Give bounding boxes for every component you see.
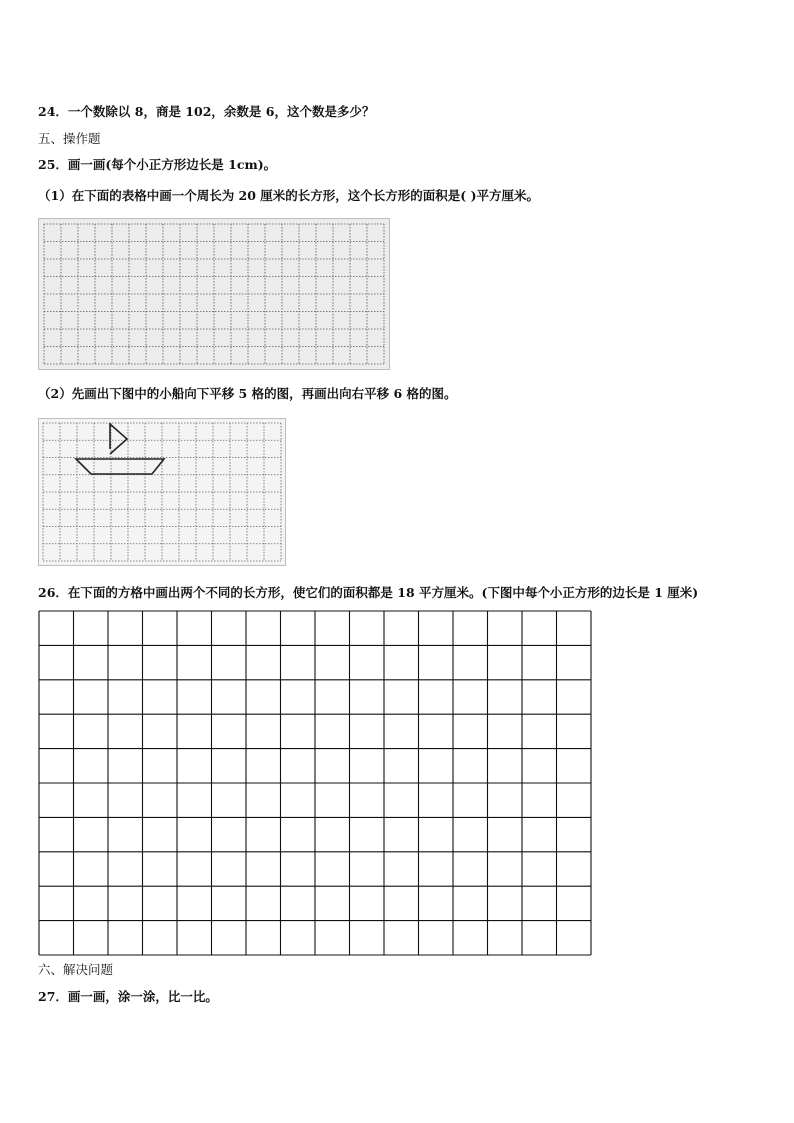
question-26: 26．在下面的方格中画出两个不同的长方形，使它们的面积都是 18 平方厘米。(下图中每个小正方形的边长是 1 厘米) (38, 585, 699, 600)
grid-26[interactable] (38, 610, 592, 956)
section-6-title: 六、解决问题 (38, 962, 114, 977)
boat-figure (76, 424, 164, 474)
dotted-grid-25-2 (39, 419, 285, 565)
question-25-part-2: （2）先画出下图中的小船向下平移 5 格的图，再画出向右平移 6 格的图。 (38, 386, 457, 401)
question-24: 24．一个数除以 8，商是 102，余数是 6，这个数是多少？ (38, 104, 375, 119)
boat-sail (110, 424, 127, 454)
question-27: 27．画一画，涂一涂，比一比。 (38, 989, 218, 1004)
question-25-part-1: （1）在下面的表格中画一个周长为 20 厘米的长方形，这个长方形的面积是( )平方厘米。 (38, 188, 539, 203)
grid-lines (43, 423, 281, 561)
dotted-grid-25-1 (39, 219, 389, 369)
square-grid-26 (38, 610, 592, 956)
question-25-title: 25．画一画(每个小正方形边长是 1cm)。 (38, 157, 277, 172)
grid-lines (39, 611, 591, 955)
grid-lines (44, 224, 384, 364)
section-5-title: 五、操作题 (38, 131, 101, 146)
boat-hull (76, 459, 164, 474)
grid-25-1[interactable] (38, 218, 390, 370)
grid-25-2[interactable] (38, 418, 286, 566)
